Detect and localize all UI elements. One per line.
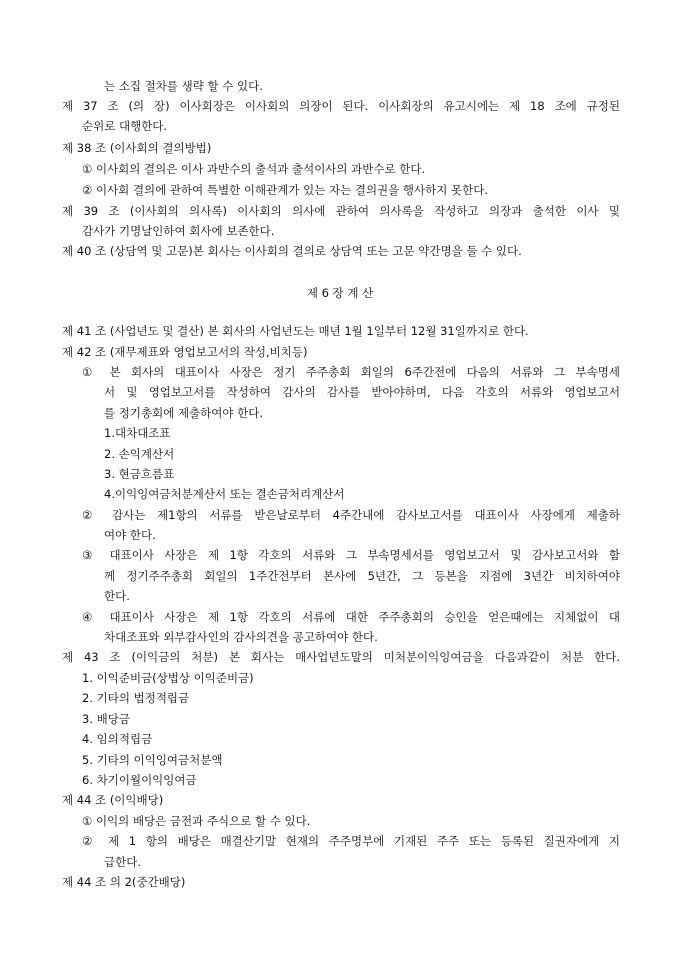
clause-item: ② 감사는 제1항의 서류를 받은날로부터 4주간내에 감사보고서를 대표이사 사장에게 제출하 — [82, 508, 620, 522]
clause-item: ① 본 회사의 대표이사 사장은 정기 주주총회 회일의 6주간전에 다음의 서류와 그 부속명세 — [82, 365, 620, 379]
article-44-heading: 제 44 조 (이익배당) — [62, 793, 164, 807]
list-item: 5. 기타의 이익잉여금처분액 — [82, 753, 223, 767]
chapter-title: 제 6 장 계 산 — [306, 286, 374, 300]
list-item: 4. 임의적립금 — [82, 732, 153, 746]
list-item: 2. 손익계산서 — [104, 447, 175, 461]
text-line: 한다. — [104, 589, 130, 603]
list-item: 3. 현금흐름표 — [104, 467, 175, 481]
article-37-heading: 제 37 조 (의 장) 이사회장은 이사회의 의장이 된다. 이사회장의 유고시에는 제 18 조에 규정된 — [62, 99, 620, 113]
article-44-2-heading: 제 44 조 의 2(중간배당) — [62, 875, 186, 889]
text-line: 차대조표와 외부감사인의 감사의견을 공고하여야 한다. — [104, 630, 378, 644]
list-item: 1. 이익준비금(상법상 이익준비금) — [82, 671, 254, 685]
text-line: 감사가 기명날인하여 회사에 보존한다. — [82, 224, 275, 238]
clause-item: ③ 대표이사 사장은 제 1항 각호의 서류와 그 부속명세서를 영업보고서 및 감사보고서와 함 — [82, 548, 620, 562]
clause-item: ② 제 1 항의 배당은 매결산기말 현재의 주주명부에 기재된 주주 또는 등록된 질권자에게 지 — [82, 834, 620, 848]
clause-item: ① 이익의 배당은 금전과 주식으로 할 수 있다. — [82, 814, 311, 828]
list-item: 6. 차기이월이익잉여금 — [82, 773, 197, 787]
list-item: 3. 배당금 — [82, 712, 130, 726]
text-line: 께 정기주주총회 회일의 1주간전부터 본사에 5년간, 그 등본을 지점에 3년간 비치하여야 — [104, 569, 620, 583]
list-item: 1.대차대조표 — [104, 426, 171, 440]
article-42-heading: 제 42 조 (재무제표와 영업보고서의 작성,비치등) — [62, 345, 308, 359]
list-item: 2. 기타의 법정적립금 — [82, 691, 190, 705]
article-39-heading: 제 39 조 (이사회의 의사록) 이사회의 의사에 관하여 의사록을 작성하고 의장과 출석한 이사 및 — [62, 204, 620, 218]
clause-item: ① 이사회의 결의은 이사 과반수의 출석과 출석이사의 과반수로 한다. — [82, 162, 426, 176]
article-41-heading: 제 41 조 (사업년도 및 결산) 본 회사의 사업년도는 매년 1월 1일부터 12월 31일까지로 한다. — [62, 324, 529, 338]
article-40-heading: 제 40 조 (상담역 및 고문)본 회사는 이사회의 결의로 상담역 또는 고문 약간명을 둘 수 있다. — [62, 244, 522, 258]
clause-item: ④ 대표이사 사장은 제 1항 각호의 서류에 대한 주주총회의 승인을 얻은때에는 지체없이 대 — [82, 610, 620, 624]
clause-item: ② 이사회 결의에 관하여 특별한 이해관계가 있는 자는 결의권을 행사하지 못한다. — [82, 183, 489, 197]
text-line: 는 소집 절차를 생략 할 수 있다. — [104, 79, 263, 93]
article-38-heading: 제 38 조 (이사회의 결의방법) — [62, 141, 212, 155]
list-item: 4.이익잉여금처분계산서 또는 결손금처리계산서 — [104, 487, 345, 501]
text-line: 를 정기총회에 제출하여야 한다. — [104, 406, 264, 420]
text-line: 서 및 영업보고서를 작성하여 감사의 감사를 받아야하며, 다음 각호의 서류와 영업보고서 — [104, 385, 620, 399]
text-line: 순위로 대행한다. — [82, 119, 168, 133]
article-43-heading: 제 43 조 (이익금의 처분) 본 회사는 매사업년도말의 미처분이익잉여금을 다음과같이 처분 한다. — [62, 650, 620, 664]
text-line: 급한다. — [104, 855, 141, 869]
text-line: 여야 한다. — [104, 528, 156, 542]
